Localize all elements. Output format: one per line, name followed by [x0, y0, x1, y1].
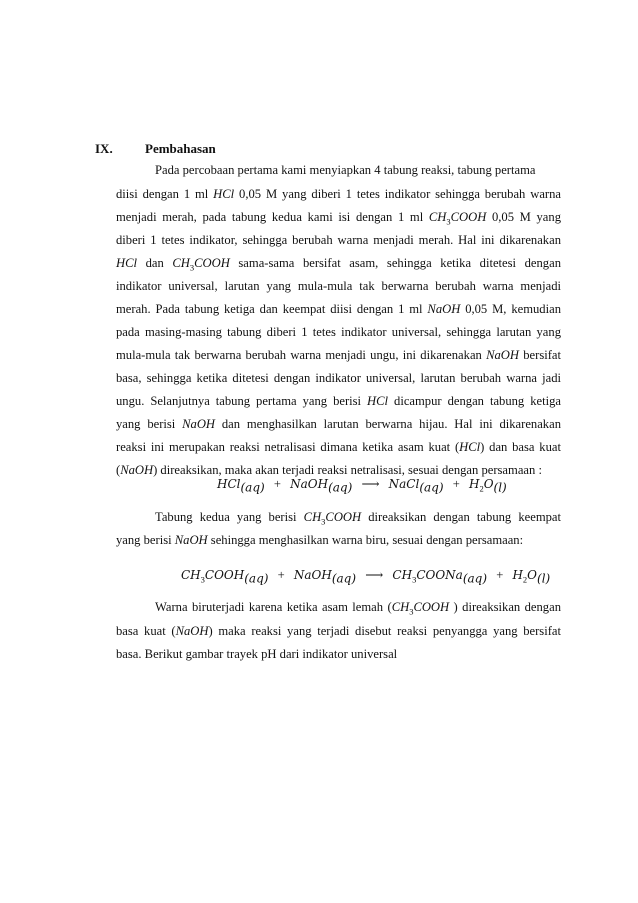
paragraph-1-line-6: indikator universal, larutan yang mula-mula tak berwarna berubah warna menjadi [116, 279, 561, 293]
paragraph-1-line-2: diisi dengan 1 ml HCl 0,05 M yang diberi 1 tetes indikator sehingga berubah warna [116, 187, 561, 201]
paragraph-1-line-12: yang berisi NaOH dan menghasilkan larutan berwarna hijau. Hal ini dikarenakan [116, 417, 561, 431]
equation-1: HCl$_{(aq)}$ + NaOH$_{(aq)}$ ⟶ NaCl$_{(aq)}$ + $H_2O_{(l)}$ [217, 477, 507, 495]
paragraph-2-line-2: yang berisi NaOH sehingga menghasilkan warna biru, sesuai dengan persamaan: [116, 533, 524, 547]
paragraph-1-line-1: Pada percobaan pertama kami menyiapkan 4 tabung reaksi, tabung pertama [155, 163, 536, 177]
section-number: IX. [95, 141, 113, 156]
paragraph-3-line-1: Warna biruterjadi karena ketika asam lemah ($CH_3COOH$ ) direaksikan dengan [155, 600, 561, 617]
paragraph-1-line-3: menjadi merah, pada tabung kedua kami isi dengan 1 ml $CH_3COOH$ 0,05 M yang [116, 210, 561, 227]
paragraph-1-line-8: pada masing-masing tabung diberi 1 tetes indikator universal, sehingga larutan yang [116, 325, 561, 339]
equation-2: $CH_3COOH_{(aq)}$ + NaOH$_{(aq)}$ ⟶ $CH_3COONa_{(aq)} + H_2O_{(l)}$ [181, 568, 551, 586]
paragraph-3-line-2: basa kuat (NaOH) maka reaksi yang terjadi disebut reaksi penyangga yang bersifat [116, 624, 561, 638]
paragraph-1-line-9: mula-mula tak berwarna berubah warna menjadi ungu, ini dikarenakan NaOH bersifat [116, 348, 561, 362]
paragraph-1-line-10: basa, sehingga ketika ditetesi dengan indikator universal, larutan berubah warna jadi [116, 371, 561, 385]
paragraph-1-line-5: HCl dan $CH_3COOH$ sama-sama bersifat asam, sehingga ketika ditetesi dengan [116, 256, 561, 273]
section-title: Pembahasan [145, 141, 216, 156]
paragraph-3-line-3: basa. Berikut gambar trayek pH dari indikator universal [116, 647, 398, 661]
paragraph-1-line-7: merah. Pada tabung ketiga dan keempat diisi dengan 1 ml NaOH 0,05 M, kemudian [116, 302, 561, 316]
paragraph-1-line-4: diberi 1 tetes indikator, sehingga berubah warna menjadi merah. Hal ini dikarenakan [116, 233, 561, 247]
paragraph-1-line-14: (NaOH) direaksikan, maka akan terjadi reaksi netralisasi, sesuai dengan persamaan : [116, 463, 542, 477]
section-heading [95, 141, 216, 157]
paragraph-1-line-11: ungu. Selanjutnya tabung pertama yang berisi HCl dicampur dengan tabung ketiga [116, 394, 561, 408]
paragraph-2-line-1: Tabung kedua yang berisi $CH_3COOH$ direaksikan dengan tabung keempat [155, 510, 561, 527]
paragraph-1-line-13: reaksi ini merupakan reaksi netralisasi dimana ketika asam kuat (HCl) dan basa kuat [116, 440, 561, 454]
